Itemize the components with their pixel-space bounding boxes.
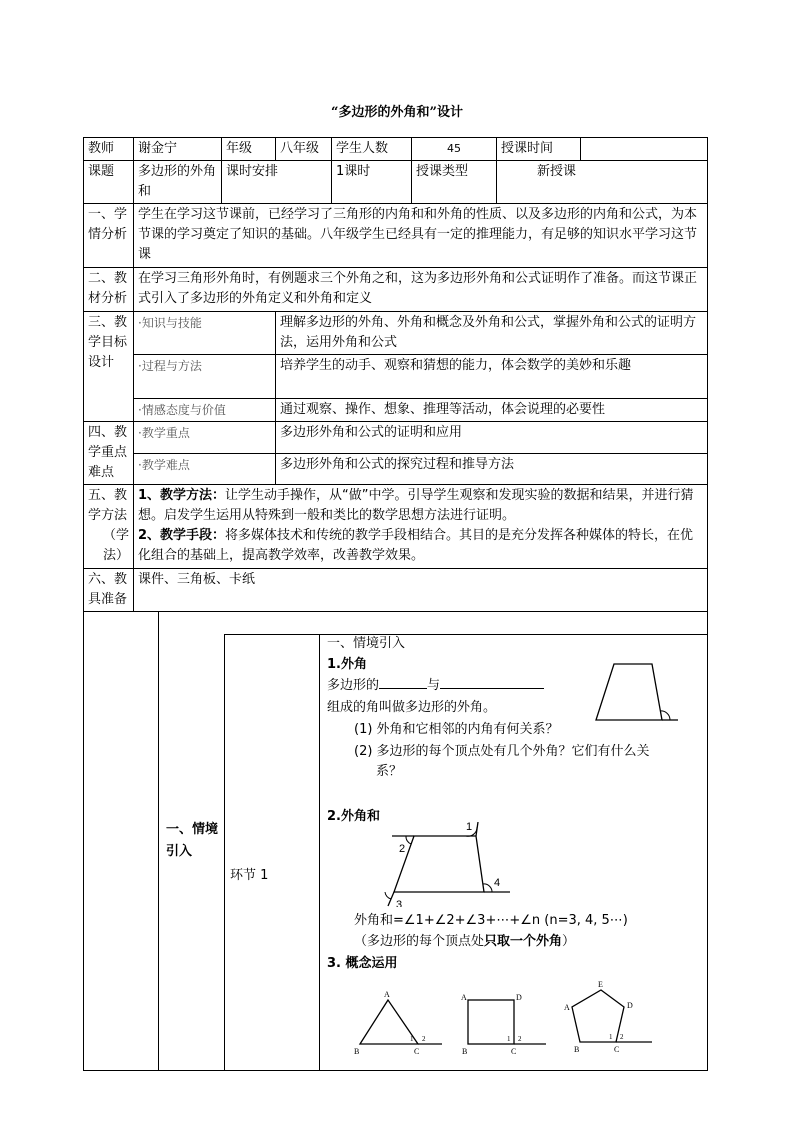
document-title: “多边形的外角和”设计: [331, 105, 463, 120]
means-head: 2、教学手段：: [138, 528, 226, 543]
method-head: 1、教学方法：: [138, 488, 226, 503]
question-2a: (2) 多边形的每个顶点处有几个外角？它们有什么关: [354, 744, 650, 759]
type-value: 新授课: [497, 161, 708, 204]
hours-value: 1课时: [332, 161, 412, 204]
goal-text-1: 理解多边形的外角、外角和概念及外角和公式，掌握外角和公式的证明方法，运用外角和公式: [276, 312, 708, 355]
grade-value: 八年级: [276, 138, 332, 161]
stage-label: 一、情境引入: [166, 822, 219, 859]
goal-name-2: ·过程与方法: [134, 355, 276, 399]
trapezoid-figure: [594, 662, 678, 724]
sq-label-2: 2: [518, 1035, 522, 1043]
angle-label-1: 1: [466, 822, 473, 833]
pent-label-2: 2: [620, 1033, 624, 1041]
focus-text-2: 多边形外角和公式的探究过程和推导方法: [276, 453, 708, 485]
trapezoid-shape: [596, 664, 662, 720]
square-figure: [460, 988, 552, 1060]
pent-label-1: 1: [609, 1033, 613, 1041]
angle-arc-3: [385, 892, 391, 899]
s1-label: 一、学情分析: [84, 204, 134, 268]
step-label: 环节 1: [230, 868, 269, 883]
goal-text-3: 通过观察、操作、想象、推理等活动，体会说理的必要性: [276, 399, 708, 422]
p3-title: 3. 概念运用: [327, 956, 398, 971]
question-1: (1) 外角和它相邻的内角有何关系？: [354, 722, 559, 737]
s4-label: 四、教学重点难点: [84, 422, 134, 485]
lesson-plan-table: [83, 137, 708, 1071]
p1-line1-b: 与: [427, 678, 441, 693]
students-value: 45: [412, 138, 497, 161]
p1-line1: [327, 676, 544, 696]
goal-name-3: ·情感态度与价值: [134, 399, 276, 422]
s1-text: 学生在学习这节课前，已经学习了三角形的内角和和外角的性质、以及多边形的内角和公式，为本节课的学习奠定了知识的基础。八年级学生已经具有一定的推理能力，有足够的知识水平学习这节课: [134, 204, 708, 268]
s5-label-b: （学法）: [102, 528, 129, 563]
note-a: （多边形的每个顶点处: [354, 934, 485, 949]
pentagon-shape: [572, 990, 624, 1042]
pent-label-c: C: [614, 1045, 620, 1054]
topic-label: 课题: [84, 161, 134, 204]
angle-label-3: 3: [396, 899, 403, 907]
question-2b: 系？: [376, 764, 403, 779]
s2-label: 二、教材分析: [84, 268, 134, 312]
pent-label-d: D: [627, 1001, 633, 1010]
goal-name-1: ·知识与技能: [134, 312, 276, 355]
s5-label: [84, 485, 134, 569]
teacher-value: 谢金宁: [134, 138, 222, 161]
teacher-label: 教师: [84, 138, 134, 161]
tri-label-a: A: [384, 990, 390, 999]
lesson-area: [84, 612, 707, 1070]
focus-text-1: 多边形外角和公式的证明和应用: [276, 422, 708, 454]
formula: 外角和=∠1+∠2+∠3+⋯+∠n (n=3, 4, 5⋯): [354, 913, 628, 928]
sq-label-a: A: [461, 993, 467, 1002]
tri-label-2: 2: [422, 1035, 426, 1043]
tri-label-1: 1: [410, 1035, 414, 1043]
angle-arc-2: [406, 836, 411, 844]
time-value: [581, 138, 708, 161]
p1-line2: 组成的角叫做多边形的外角。: [327, 700, 497, 715]
note: [354, 932, 575, 952]
tri-label-b: B: [354, 1047, 360, 1056]
pent-label-a: A: [564, 1003, 570, 1012]
lesson-heading: 一、情境引入: [327, 636, 406, 651]
topic-value: 多边形的外角和: [134, 161, 222, 204]
s6-label: 六、教具准备: [84, 569, 134, 612]
students-label: 学生人数: [332, 138, 412, 161]
angles-trapezoid: [394, 836, 484, 892]
s6-text: 课件、三角板、卡纸: [134, 569, 708, 612]
means-text: 将多媒体技术和传统的教学手段相结合。其目的是充分发挥各种媒体的特长，在优化组合的基础上，提高教学效率，改善教学效果。: [138, 528, 694, 563]
lesson-cell: [84, 612, 708, 1071]
p2-title: 2.外角和: [327, 809, 380, 824]
note-b: 只取一个外角: [484, 934, 563, 949]
pent-label-e: E: [598, 980, 603, 989]
tri-label-c: C: [414, 1047, 420, 1056]
s5-text: [134, 485, 708, 569]
angle-label-4: 4: [494, 877, 501, 889]
grade-label: 年级: [222, 138, 276, 161]
angle-label-2: 2: [399, 843, 406, 855]
triangle-figure: [352, 988, 444, 1060]
s5-label-a: 五、教学方法: [88, 488, 128, 523]
p1-line1-a: 多边形的: [327, 678, 380, 693]
s3-label: 三、教学目标设计: [84, 312, 134, 422]
goal-text-2: 培养学生的动手、观察和猜想的能力，体会数学的美妙和乐趣: [276, 355, 708, 399]
method-text: 让学生动手操作，从“做”中学。引导学生观察和发现实验的数据和结果，并进行猜想。启发学生运用从特殊到一般和类比的数学思想方法进行证明。: [138, 488, 694, 523]
time-label: 授课时间: [497, 138, 581, 161]
exterior-angles-figure: [384, 822, 514, 907]
note-c: ）: [562, 934, 576, 949]
sq-label-d: D: [516, 993, 522, 1002]
focus-name-2: ·教学难点: [134, 453, 276, 485]
pentagon-figure: [562, 978, 662, 1062]
hours-label: 课时安排: [222, 161, 332, 204]
sq-label-c: C: [511, 1047, 517, 1056]
sq-label-b: B: [462, 1047, 468, 1056]
p1-title: 1.外角: [327, 657, 367, 672]
pent-label-b: B: [574, 1045, 580, 1054]
focus-name-1: ·教学重点: [134, 422, 276, 454]
s2-text: 在学习三角形外角时，有例题求三个外角之和，这为多边形外角和公式证明作了准备。而这节课正式引入了多边形的外角定义和外角和定义: [134, 268, 708, 312]
type-label: 授课类型: [412, 161, 497, 204]
sq-label-1: 1: [507, 1035, 511, 1043]
